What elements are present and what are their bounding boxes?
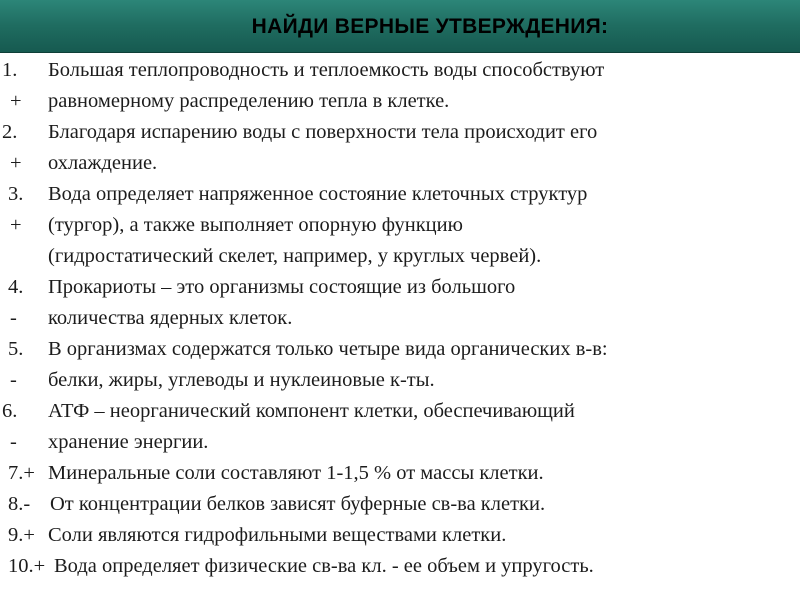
item-text: (тургор), а также выполняет опорную функцию	[48, 214, 463, 236]
item-text: охлаждение.	[48, 152, 158, 174]
item-marker: 3.	[8, 183, 24, 205]
item-text: Минеральные соли составляют 1-1,5 % от массы клетки.	[48, 462, 544, 484]
title-bar	[0, 0, 800, 53]
item-marker: 10.+	[8, 555, 46, 577]
item-marker: +	[10, 90, 22, 112]
item-text: количества ядерных клеток.	[48, 307, 293, 329]
item-marker: 6.	[2, 400, 18, 422]
item-marker: 2.	[2, 121, 18, 143]
item-text: АТФ – неорганический компонент клетки, обеспечивающий	[48, 400, 575, 422]
item-text: (гидростатический скелет, например, у круглых червей).	[48, 245, 542, 267]
item-marker: 1.	[2, 59, 18, 81]
item-marker: 4.	[8, 276, 24, 298]
item-marker: +	[10, 214, 22, 236]
item-marker: -	[10, 431, 17, 453]
item-text: белки, жиры, углеводы и нуклеиновые к-ты.	[48, 369, 435, 391]
item-text: равномерному распределению тепла в клетке.	[48, 90, 450, 112]
item-marker: 9.+	[8, 524, 35, 546]
item-text: Соли являются гидрофильными веществами клетки.	[48, 524, 507, 546]
item-text: В организмах содержатся только четыре вида органических в-в:	[48, 338, 608, 360]
item-text: Прокариоты – это организмы состоящие из большого	[48, 276, 516, 298]
item-marker: -	[10, 307, 17, 329]
page-title: НАЙДИ ВЕРНЫЕ УТВЕРЖДЕНИЯ:	[251, 15, 609, 38]
item-marker: 5.	[8, 338, 24, 360]
item-text: Большая теплопроводность и теплоемкость воды способствуют	[48, 59, 605, 81]
item-text: хранение энергии.	[48, 431, 209, 453]
item-text: От концентрации белков зависят буферные св-ва клетки.	[50, 493, 546, 515]
item-marker: +	[10, 152, 22, 174]
item-marker: 8.-	[8, 493, 31, 515]
item-marker: -	[10, 369, 17, 391]
item-marker: 7.+	[8, 462, 35, 484]
item-text: Вода определяет напряженное состояние клеточных структур	[48, 183, 588, 205]
item-text: Вода определяет физические св-ва кл. - ее объем и упругость.	[54, 555, 594, 577]
item-text: Благодаря испарению воды с поверхности тела происходит его	[48, 121, 598, 143]
